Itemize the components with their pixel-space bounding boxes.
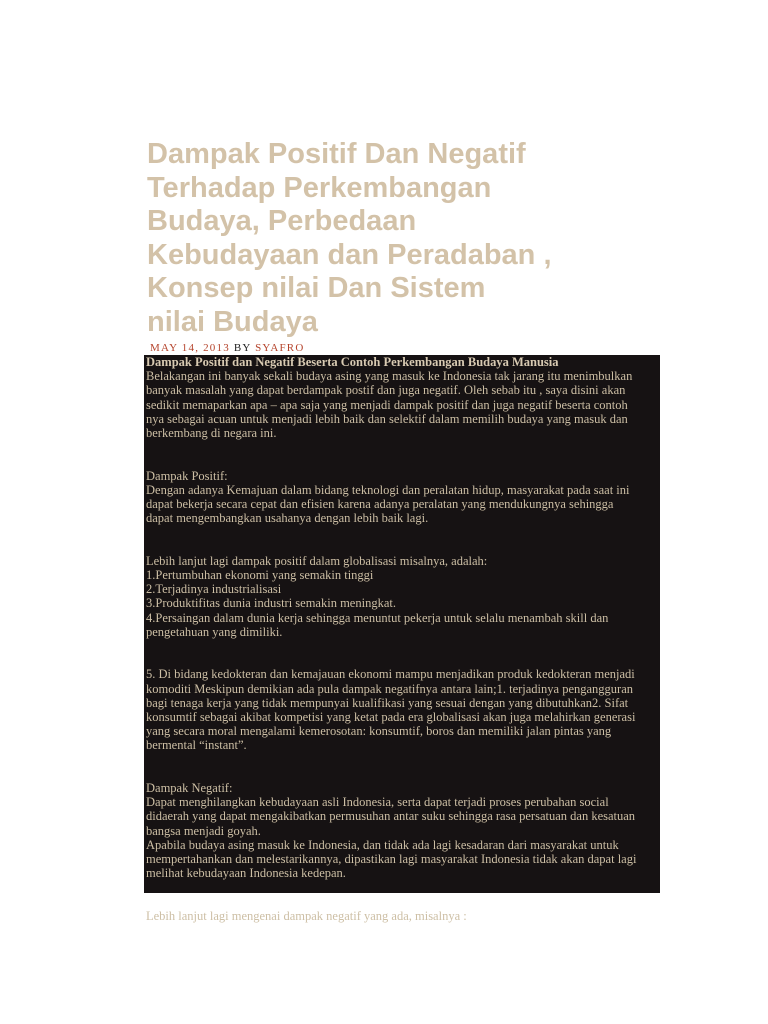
post-date[interactable]: MAY 14, 2013 (150, 342, 230, 354)
paragraph-gap (146, 639, 660, 653)
title-line: Kebudayaan dan Peradaban , (147, 238, 552, 271)
body-line: Dengan adanya Kemajuan dalam bidang teknologi dan peralatan hidup, masyarakat pada saat ini (146, 482, 630, 497)
title-line: Budaya, Perbedaan (147, 205, 417, 237)
body-line: bagi tenaga kerja yang tidak mempunyai kualifikasi yang sesuai dengan yang dibutuhkan2. Sifat (146, 695, 629, 710)
body-line: bermental “instant”. (146, 738, 247, 753)
body-line: bangsa menjadi goyah. (146, 823, 261, 838)
paragraph-gap (146, 767, 660, 781)
paragraph-gap (146, 525, 660, 539)
body-line: Belakangan ini banyak sekali budaya asing yang masuk ke Indonesia tak jarang itu menimbulkan (146, 369, 633, 384)
article-body (144, 355, 660, 923)
paragraph-gap (146, 753, 660, 767)
body-line: dapat bekerja secara cepat dan efisien karena adanya peralatan yang mendukungnya sehingga (146, 497, 614, 511)
body-line: Apabila budaya asing masuk ke Indonesia, dan tidak ada lagi kesadaran dari masyarakat untuk (146, 837, 619, 852)
paragraph-gap (146, 540, 660, 554)
body-line: 1.Pertumbuhan ekonomi yang semakin tinggi (146, 567, 374, 582)
body-line: sedikit memaparkan apa – apa saja yang menjadi dampak positif dan juga negatif beserta contoh (146, 397, 628, 412)
paragraph-gap (146, 454, 660, 468)
body-line: 4.Persaingan dalam dunia kerja sehingga menuntut pekerja untuk selalu menambah skill dan (146, 610, 609, 625)
body-line: mempertahankan dan melestarikannya, dipastikan lagi masyarakat Indonesia tidak akan dapat lagi (146, 851, 637, 866)
paragraph-gap (146, 653, 660, 667)
body-line: 5. Di bidang kedokteran dan kemajauan ekonomi mampu menjadikan produk kedokteran menjadi (146, 667, 635, 682)
body-line: dapat mengembangkan usahanya dengan lebih baik lagi. (146, 511, 429, 526)
paragraph-gap (146, 880, 660, 894)
body-heading: Dampak Positif dan Negatif Beserta Contoh Perkembangan Budaya Manusia (146, 355, 559, 369)
title-line: Terhadap Perkembangan (147, 171, 492, 204)
body-line: Lebih lanjut lagi dampak positif dalam globalisasi misalnya, adalah: (146, 553, 488, 568)
body-line: 3.Produktifitas dunia industri semakin meningkat. (146, 596, 396, 611)
body-line: Dapat menghilangkan kebudayaan asli Indonesia, serta dapat terjadi proses perubahan social (146, 795, 609, 810)
body-line: 2.Terjadinya industrialisasi (146, 582, 282, 597)
title-line: Konsep nilai Dan Sistem (147, 272, 486, 304)
title-line: nilai Budaya (147, 305, 318, 338)
body-line: berkembang di negara ini. (146, 426, 277, 441)
body-line: didaerah yang dapat mengakibatkan permusuhan antar suku sehingga rasa persatuan dan kesatuan (146, 809, 636, 824)
body-line: konsumtif sebagai akibat kompetisi yang ketat pada era globalisasi akan juga melahirkan generasi (146, 709, 636, 724)
body-line: pengetahuan yang dimiliki. (146, 624, 283, 639)
body-line: yang secara moral mengalami kemerosotan: konsumtif, boros dan memiliki jalan pintas yang (146, 724, 612, 739)
body-line: komoditi Meskipun demikian ada pula dampak negatifnya antara lain;1. terjadinya pengangguran (146, 681, 633, 696)
body-text (146, 369, 660, 923)
body-line: Lebih lanjut lagi mengenai dampak negatif yang ada, misalnya : (146, 908, 467, 923)
post-author[interactable]: SYAFRO (255, 342, 305, 354)
body-line: Dampak Positif: (146, 468, 228, 483)
title-line: Dampak Positif Dan Negatif (147, 138, 526, 170)
body-line: melihat kebudayaan Indonesia kedepan. (146, 866, 346, 881)
body-line: banyak masalah yang dapat berdampak postif dan juga negatif. Oleh sebab itu , saya disini akan (146, 383, 626, 398)
post-meta (150, 342, 304, 354)
paragraph-gap (146, 440, 660, 454)
by-label: BY (233, 342, 252, 354)
article-title (147, 138, 627, 339)
body-line: Dampak Negatif: (146, 780, 233, 795)
body-line: nya sebagai acuan untuk menjadi lebih baik dan selektif dalam memilih budaya yang masuk dan (146, 411, 628, 426)
paragraph-gap (146, 895, 660, 909)
